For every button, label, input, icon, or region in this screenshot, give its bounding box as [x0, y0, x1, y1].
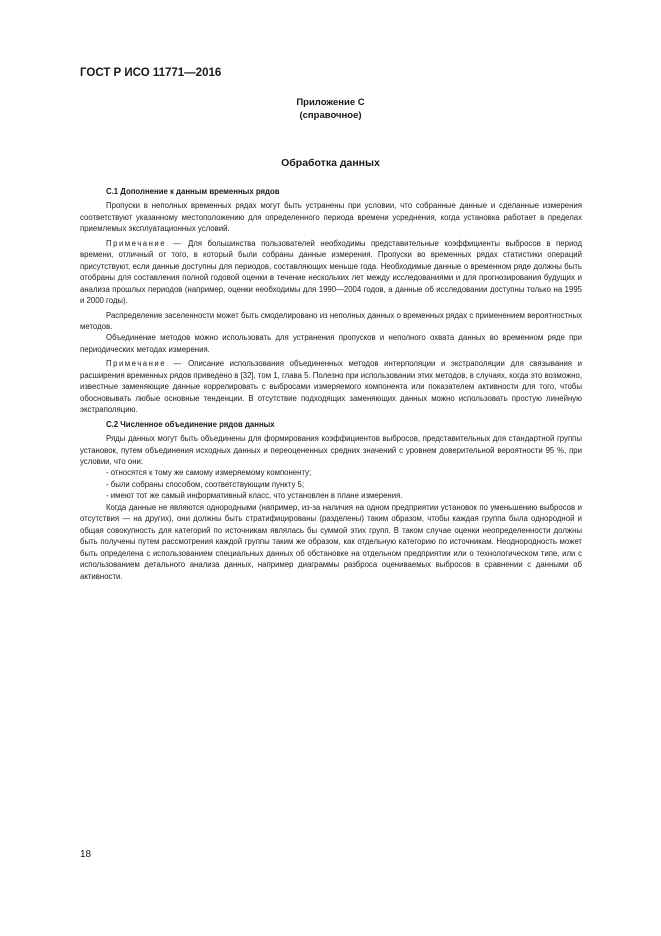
annex-title: Приложение С: [296, 97, 365, 108]
paragraph: Пропуски в неполных временных рядах могут быть устранены при условии, что собранные данные и сделанные измерения соответствуют указанному местоположению для определенного периода времени усреднения, когда установка работает в пределах приемлемых эксплуатационных условий.: [80, 201, 582, 234]
note-text: Для большинства пользователей необходимы представительные коэффициенты выбросов в период времени, отличный от того, в который были собраны данные измерения. Пропуски во временных рядах статистики операций присутствуют, если данные доступны для периодов, составляющих меньше года. Необходимые данные о временном ряде должны быть отобраны для составления полной годовой оценки в течение нескольких лет между исследованиями и для прогнозирования будущих и анализа прошлых периодов (например, оценки необходимы для 1990—2004 годов, а данные об исследовании доступны только на 1995 и 2000 годы).: [80, 238, 583, 306]
note-prefix: Примечание —: [106, 359, 183, 369]
list-item: - были собраны способом, соответствующим пункту 5;: [80, 479, 582, 490]
list-item: - имеют тот же самый информативный класс, что установлен в плане измерения.: [80, 490, 582, 501]
paragraph: Ряды данных могут быть объединены для формирования коэффициентов выбросов, представительных для стандартной группы установок, путем объединения исходных данных и переоцененных средних значений с уровнем доверительной вероятности 95 %, при условии, что они:: [80, 434, 582, 466]
annex-heading: [0, 96, 661, 122]
document-code: ГОСТ Р ИСО 11771—2016: [80, 67, 222, 79]
page-number: 18: [80, 849, 92, 860]
condition-list: [80, 467, 582, 501]
note: [80, 358, 582, 415]
subsection-heading-c1: С.1 Дополнение к данным временных рядов: [106, 187, 280, 196]
subsection-heading-c2: С.2 Численное объединение рядов данных: [106, 419, 275, 429]
note: [80, 238, 582, 307]
note-prefix: Примечание —: [106, 238, 183, 248]
list-item: - относятся к тому же самому измеряемому компоненту;: [80, 467, 582, 478]
note-text: Описание использования объединенных методов интерполяции и экстраполяции для связывания и расширения временных рядов приведено в [32], том 1, глава 5. Полезно при использовании этих методов, в случаях, когда это возможно, известные заменяющие данные коррелировать с выбросами измеряемого компонента или показателем активности для того, чтобы обосновывать любые основные тенденции. В отсутствие подходящих заменяющих данных можно использовать простую линейную экстраполяцию.: [80, 359, 582, 415]
paragraph: Когда данные не являются однородными (например, из-за наличия на одном предприятии установок по уменьшению выбросов и отсутствия — на других), они должны быть стратифицированы (разделены) таким образом, чтобы каждая группа была однородной и общая совокупность для категорий по источникам являлась бы суммой этих групп. В таком случае оценки неопределенности должны быть получены путем рассмотрения каждой группы таким же образом, как отдельную категорию по источникам. Неоднородность может быть определена с использованием специальных данных об обстановке на отдельном предприятии или о технологическом типе, или с использованием детального анализа данных, например диаграммы разброса оцениваемых выбросов в сравнении с данными об активности.: [80, 502, 582, 581]
paragraph: Распределение заселенности может быть смоделировано из неполных данных о временных рядах с применением вероятностных методов.: [80, 310, 582, 331]
document-body: [80, 186, 582, 585]
section-title: Обработка данных: [281, 157, 380, 169]
annex-subtitle: (справочное): [299, 110, 362, 121]
paragraph: Объединение методов можно использовать для устранения пропусков и неполного охвата данных во временном ряде при периодических методах измерения.: [80, 333, 582, 354]
